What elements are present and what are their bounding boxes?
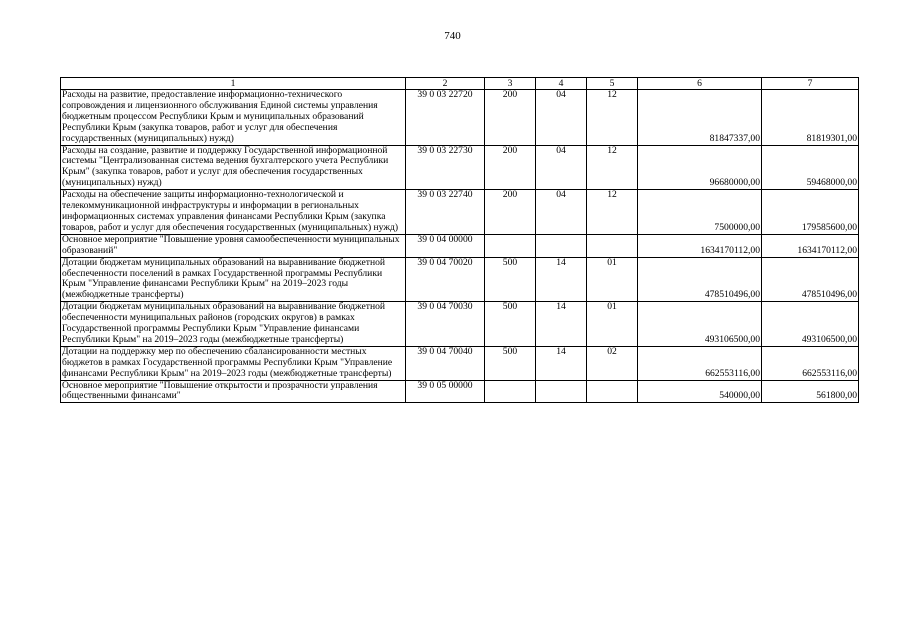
row-sum-1: 478510496,00 (638, 257, 762, 302)
table-row (61, 234, 859, 257)
row-pr: 02 (587, 346, 638, 380)
row-vr: 200 (485, 145, 536, 190)
row-name: Дотации бюджетам муниципальных образований на выравнивание бюджетной обеспеченности муниципальных районов (городских округов) в рамках Государственной программы Республики Крым "Управление финансами Республики Крым" на 2019–2023 годы (межбюджетные трансферты) (61, 302, 406, 347)
row-sum-2: 59468000,00 (762, 145, 859, 190)
header-col-5: 5 (587, 78, 638, 90)
row-vr: 200 (485, 90, 536, 146)
row-sum-2: 478510496,00 (762, 257, 859, 302)
row-code: 39 0 04 00000 (406, 234, 485, 257)
row-rz (536, 234, 587, 257)
row-vr (485, 380, 536, 403)
row-pr: 01 (587, 302, 638, 347)
table-row (61, 257, 859, 302)
header-col-7: 7 (762, 78, 859, 90)
row-rz: 04 (536, 190, 587, 235)
header-col-6: 6 (638, 78, 762, 90)
row-vr: 200 (485, 190, 536, 235)
row-name: Дотации бюджетам муниципальных образований на выравнивание бюджетной обеспеченности поселений в рамках Государственной программы Республики Крым "Управление финансами Республики Крым" на 2019–2023 годы (межбюджетные трансферты) (61, 257, 406, 302)
row-code: 39 0 05 00000 (406, 380, 485, 403)
row-sum-2: 1634170112,00 (762, 234, 859, 257)
table-row (61, 380, 859, 403)
row-name: Расходы на обеспечение защиты информационно-технологической и телекоммуникационной инфраструктуры и информации в региональных информационных системах управления финансами Республики Крым (закупка товаров, работ и услуг для обеспечения государственных (муниципальных) нужд) (61, 190, 406, 235)
table-row (61, 190, 859, 235)
table-row (61, 346, 859, 380)
budget-table (60, 77, 859, 403)
row-pr: 01 (587, 257, 638, 302)
page-number: 740 (444, 30, 461, 42)
row-name: Основное мероприятие "Повышение открытости и прозрачности управления общественными финансами" (61, 380, 406, 403)
row-code: 39 0 04 70040 (406, 346, 485, 380)
row-rz: 04 (536, 145, 587, 190)
row-vr (485, 234, 536, 257)
row-sum-2: 662553116,00 (762, 346, 859, 380)
row-sum-2: 81819301,00 (762, 90, 859, 146)
header-row (61, 78, 859, 90)
row-rz (536, 380, 587, 403)
row-pr: 12 (587, 190, 638, 235)
row-name: Основное мероприятие "Повышение уровня самообеспеченности муниципальных образований" (61, 234, 406, 257)
row-pr (587, 380, 638, 403)
row-sum-1: 662553116,00 (638, 346, 762, 380)
row-code: 39 0 03 22720 (406, 90, 485, 146)
table-row (61, 302, 859, 347)
row-rz: 14 (536, 346, 587, 380)
row-code: 39 0 04 70030 (406, 302, 485, 347)
row-sum-1: 493106500,00 (638, 302, 762, 347)
row-vr: 500 (485, 346, 536, 380)
row-vr: 500 (485, 257, 536, 302)
row-rz: 04 (536, 90, 587, 146)
row-name: Расходы на создание, развитие и поддержку Государственной информационной системы "Централизованная система ведения бухгалтерского учета Республики Крым" (закупка товаров, работ и услуг для обеспечения государственных (муниципальных) нужд) (61, 145, 406, 190)
row-rz: 14 (536, 257, 587, 302)
row-pr (587, 234, 638, 257)
header-col-4: 4 (536, 78, 587, 90)
row-code: 39 0 03 22740 (406, 190, 485, 235)
header-col-1: 1 (61, 78, 406, 90)
row-sum-1: 96680000,00 (638, 145, 762, 190)
row-sum-1: 81847337,00 (638, 90, 762, 146)
table-row (61, 90, 859, 146)
row-name: Расходы на развитие, предоставление информационно-технического сопровождения и лицензионного обслуживания Единой системы управления бюджетным процессом Республики Крым и муниципальных образований Республики Крым (закупка товаров, работ и услуг для обеспечения государственных (муниципальных) нужд) (61, 90, 406, 146)
row-vr: 500 (485, 302, 536, 347)
row-pr: 12 (587, 90, 638, 146)
row-sum-2: 179585600,00 (762, 190, 859, 235)
table-row (61, 145, 859, 190)
header-col-3: 3 (485, 78, 536, 90)
row-sum-1: 7500000,00 (638, 190, 762, 235)
row-rz: 14 (536, 302, 587, 347)
row-code: 39 0 04 70020 (406, 257, 485, 302)
row-pr: 12 (587, 145, 638, 190)
row-sum-1: 540000,00 (638, 380, 762, 403)
row-sum-2: 561800,00 (762, 380, 859, 403)
row-sum-2: 493106500,00 (762, 302, 859, 347)
header-col-2: 2 (406, 78, 485, 90)
row-sum-1: 1634170112,00 (638, 234, 762, 257)
row-code: 39 0 03 22730 (406, 145, 485, 190)
row-name: Дотации на поддержку мер по обеспечению сбалансированности местных бюджетов в рамках Государственной программы Республики Крым "Управление финансами Республики Крым" на 2019–2023 годы (межбюджетные трансферты) (61, 346, 406, 380)
